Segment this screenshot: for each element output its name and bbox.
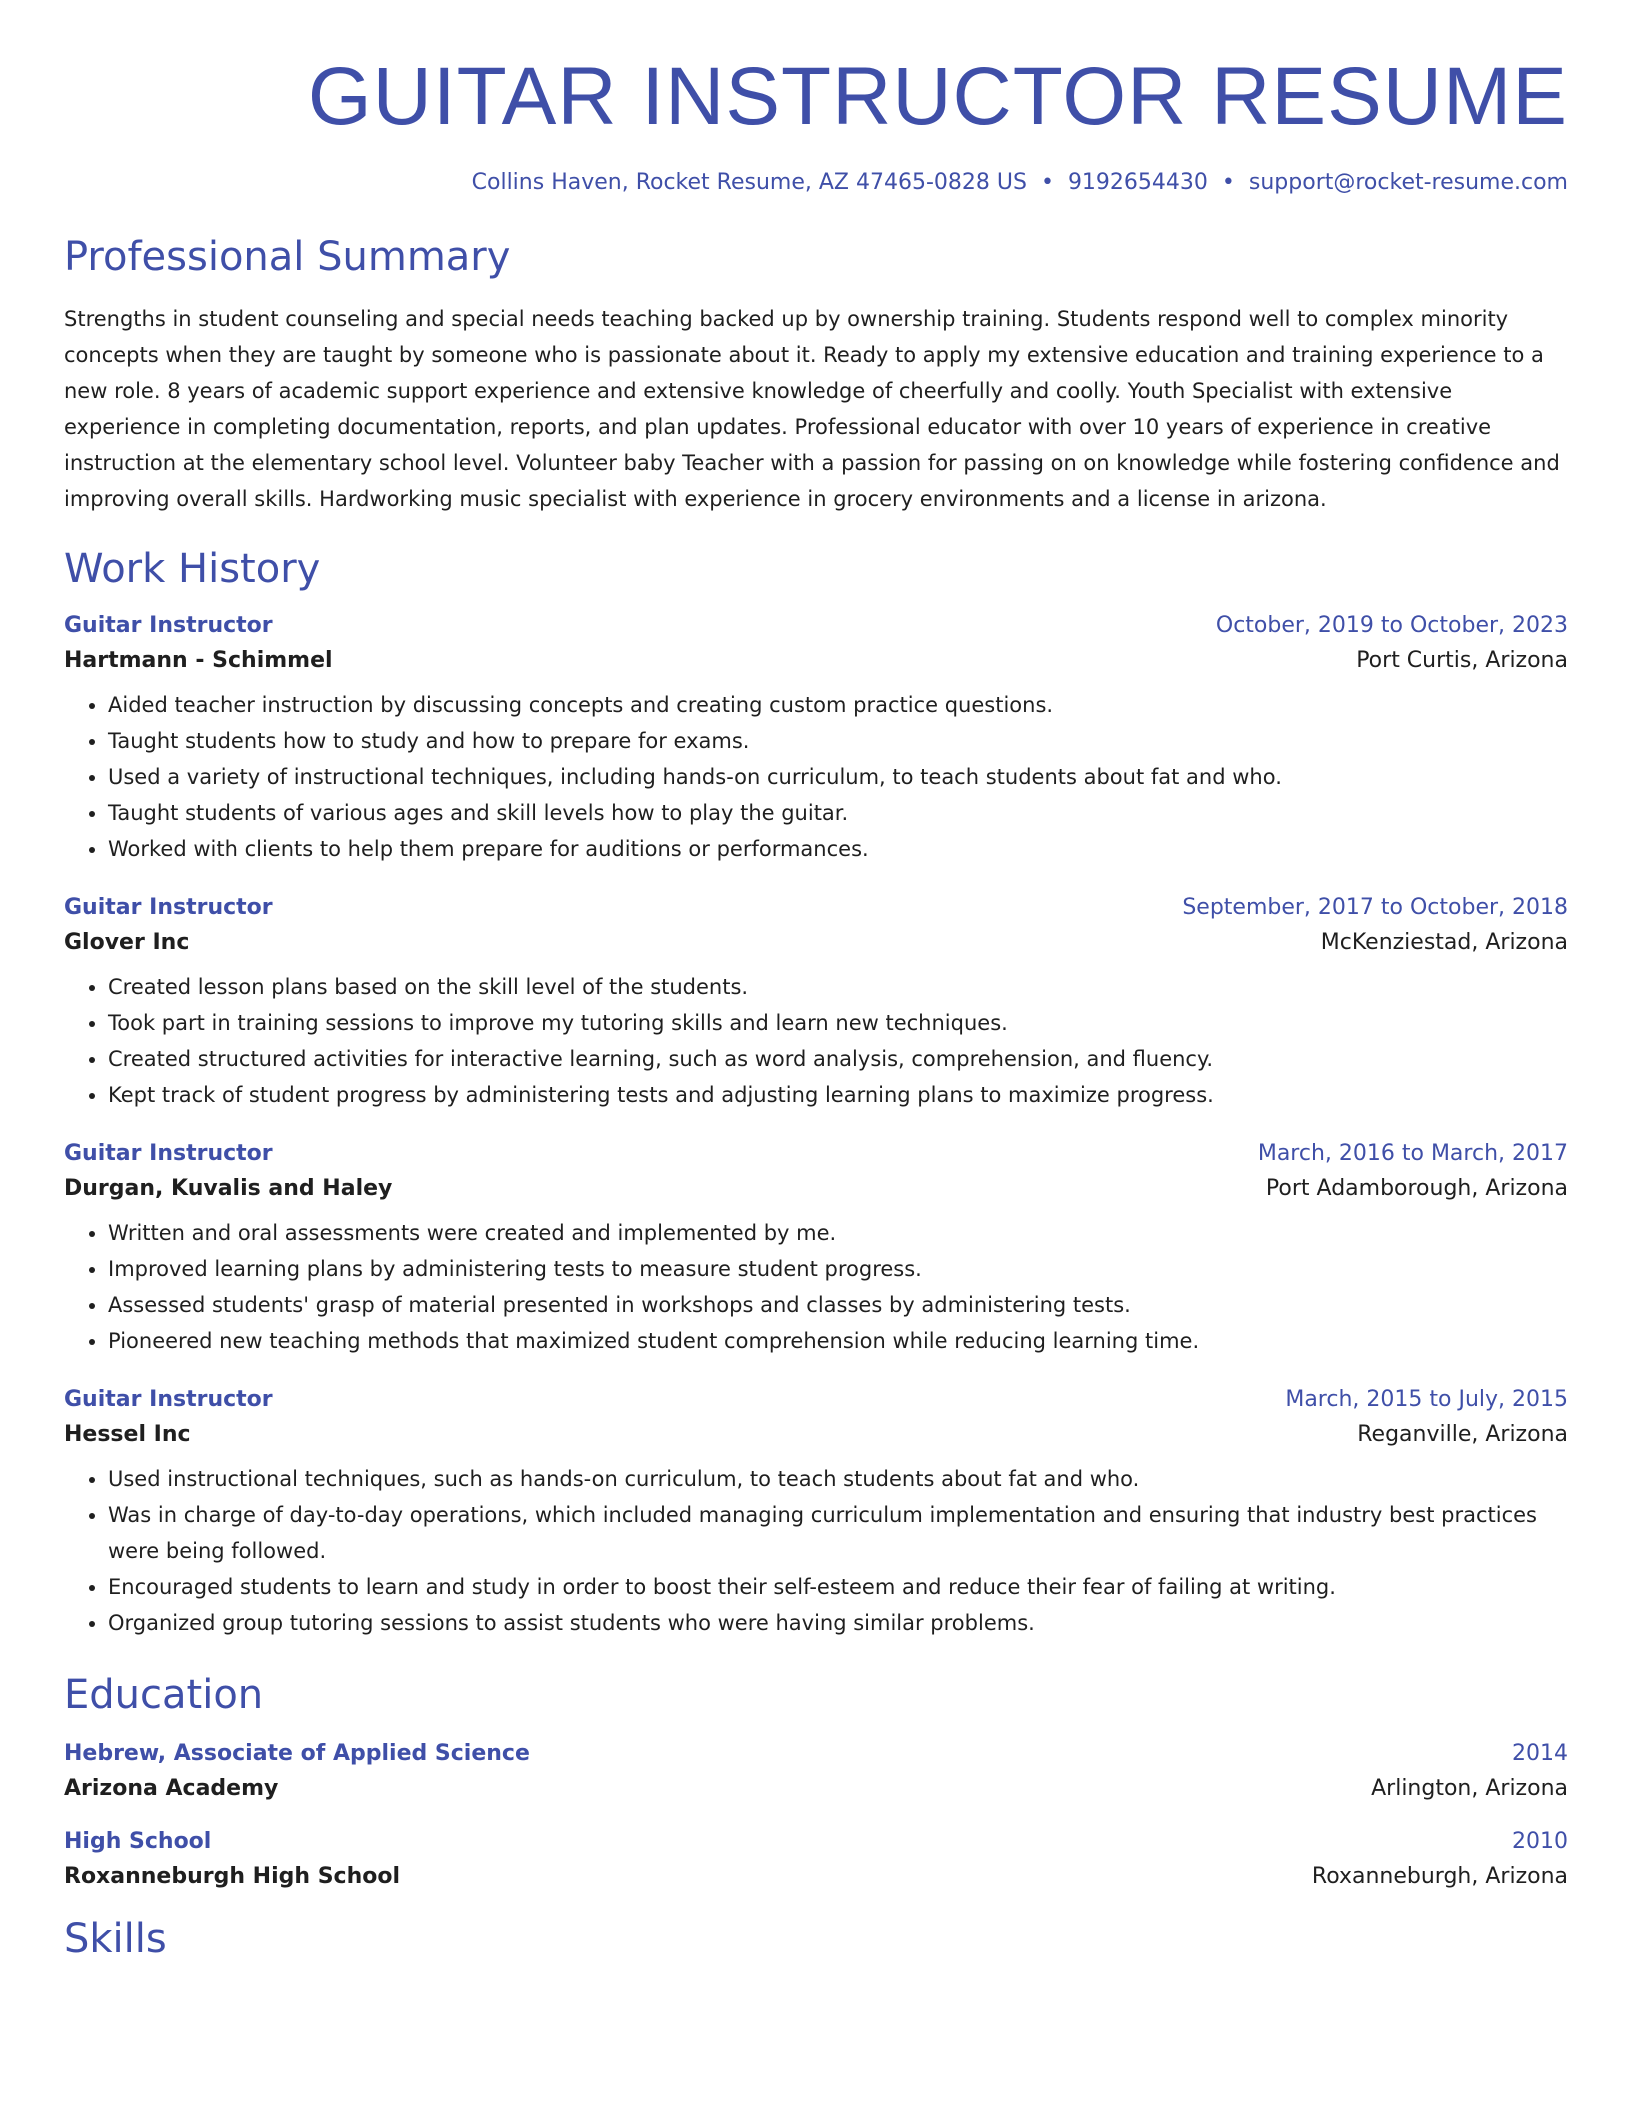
job-bullet: • Worked with clients to help them prepare for auditions or performances. [108,831,1568,867]
resume-title: GUITAR INSTRUCTOR RESUME [307,51,1568,142]
job-bullet: • Organized group tutoring sessions to assist students who were having similar problems. [108,1605,1568,1641]
job-dates: October, 2019 to October, 2023 [1215,613,1568,639]
job-location: Reganville, Arizona [1357,1422,1568,1448]
contact-address: Collins Haven, Rocket Resume, AZ 47465-0828 US [471,170,1027,196]
job-company: Glover Inc [64,930,190,956]
job-bullet: • Taught students how to study and how to prepare for exams. [108,723,1568,759]
education-degree: Hebrew, Associate of Applied Science [64,1741,530,1767]
job-bullets [64,687,1568,867]
work-history-heading: Work History [64,546,321,593]
skills-heading: Skills [64,1916,167,1963]
education-location: Roxanneburgh, Arizona [1311,1864,1568,1890]
contact-line [64,170,1568,195]
job-company: Hessel Inc [64,1422,191,1448]
summary-heading: Professional Summary [64,234,511,281]
job-company: Durgan, Kuvalis and Haley [64,1176,393,1202]
job-dates: March, 2016 to March, 2017 [1257,1141,1568,1167]
job-bullet: • Aided teacher instruction by discussing concepts and creating custom practice questions. [108,687,1568,723]
job-title: Guitar Instructor [64,1141,273,1167]
job-bullet: • Kept track of student progress by administering tests and adjusting learning plans to maximize progress. [108,1077,1568,1113]
education-degree: High School [64,1829,212,1855]
summary-text: Strengths in student counseling and special needs teaching backed up by ownership training. Students respond well to complex minority concepts when they are taught by someone who is passionate about it. Ready to apply my extensive education and training experience to a new role. 8 years of academic support experience and extensive knowledge of cheerfully and coolly. Youth Specialist with extensive experience in completing documentation, reports, and plan updates. Professional educator with over 10 years of experience in creative instruction at the elementary school level. Volunteer baby Teacher with a passion for passing on on knowledge while fostering confidence and improving overall skills. Hardworking music specialist with experience in grocery environments and a license in arizona. [64,307,1560,512]
job-bullet: • Was in charge of day-to-day operations, which included managing curriculum implementation and ensuring that industry best practices were being followed. [108,1497,1568,1569]
contact-separator: • [1040,170,1054,196]
job-bullet: • Took part in training sessions to improve my tutoring skills and learn new techniques. [108,1005,1568,1041]
job-bullet: • Created structured activities for interactive learning, such as word analysis, comprehension, and fluency. [108,1041,1568,1077]
contact-separator: • [1221,170,1235,196]
education-school: Arizona Academy [64,1776,279,1802]
job-location: Port Adamborough, Arizona [1265,1176,1568,1202]
job-bullet: • Used instructional techniques, such as hands-on curriculum, to teach students about fat and who. [108,1461,1568,1497]
job-bullet: • Assessed students' grasp of material presented in workshops and classes by administering tests. [108,1287,1568,1323]
job-bullet: • Encouraged students to learn and study in order to boost their self-esteem and reduce their fear of failing at writing. [108,1569,1568,1605]
job-bullet: • Created lesson plans based on the skill level of the students. [108,969,1568,1005]
job-bullet: • Taught students of various ages and skill levels how to play the guitar. [108,795,1568,831]
job-entry [64,895,1568,1113]
job-bullet: • Used a variety of instructional techniques, including hands-on curriculum, to teach students about fat and who. [108,759,1568,795]
job-bullets [64,969,1568,1113]
job-title: Guitar Instructor [64,895,273,921]
job-bullet: • Written and oral assessments were created and implemented by me. [108,1215,1568,1251]
job-bullets [64,1461,1568,1641]
education-heading: Education [64,1672,264,1719]
education-school: Roxanneburgh High School [64,1864,401,1890]
job-dates: September, 2017 to October, 2018 [1182,895,1568,921]
job-dates: March, 2015 to July, 2015 [1285,1387,1568,1413]
contact-phone: 9192654430 [1067,170,1208,196]
job-bullet: • Pioneered new teaching methods that maximized student comprehension while reducing learning time. [108,1323,1568,1359]
education-year: 2014 [1512,1741,1568,1767]
job-location: McKenziestad, Arizona [1320,930,1568,956]
education-entry [64,1741,1568,1801]
job-bullets [64,1215,1568,1359]
job-entry [64,1387,1568,1641]
contact-email[interactable]: support@rocket-resume.com [1248,170,1568,196]
job-entry [64,1141,1568,1359]
education-location: Arlington, Arizona [1371,1776,1568,1802]
education-entry [64,1829,1568,1889]
job-title: Guitar Instructor [64,1387,273,1413]
education-year: 2010 [1512,1829,1568,1855]
job-bullet: • Improved learning plans by administering tests to measure student progress. [108,1251,1568,1287]
job-title: Guitar Instructor [64,613,273,639]
job-location: Port Curtis, Arizona [1356,648,1568,674]
job-entry [64,613,1568,867]
job-company: Hartmann - Schimmel [64,648,333,674]
